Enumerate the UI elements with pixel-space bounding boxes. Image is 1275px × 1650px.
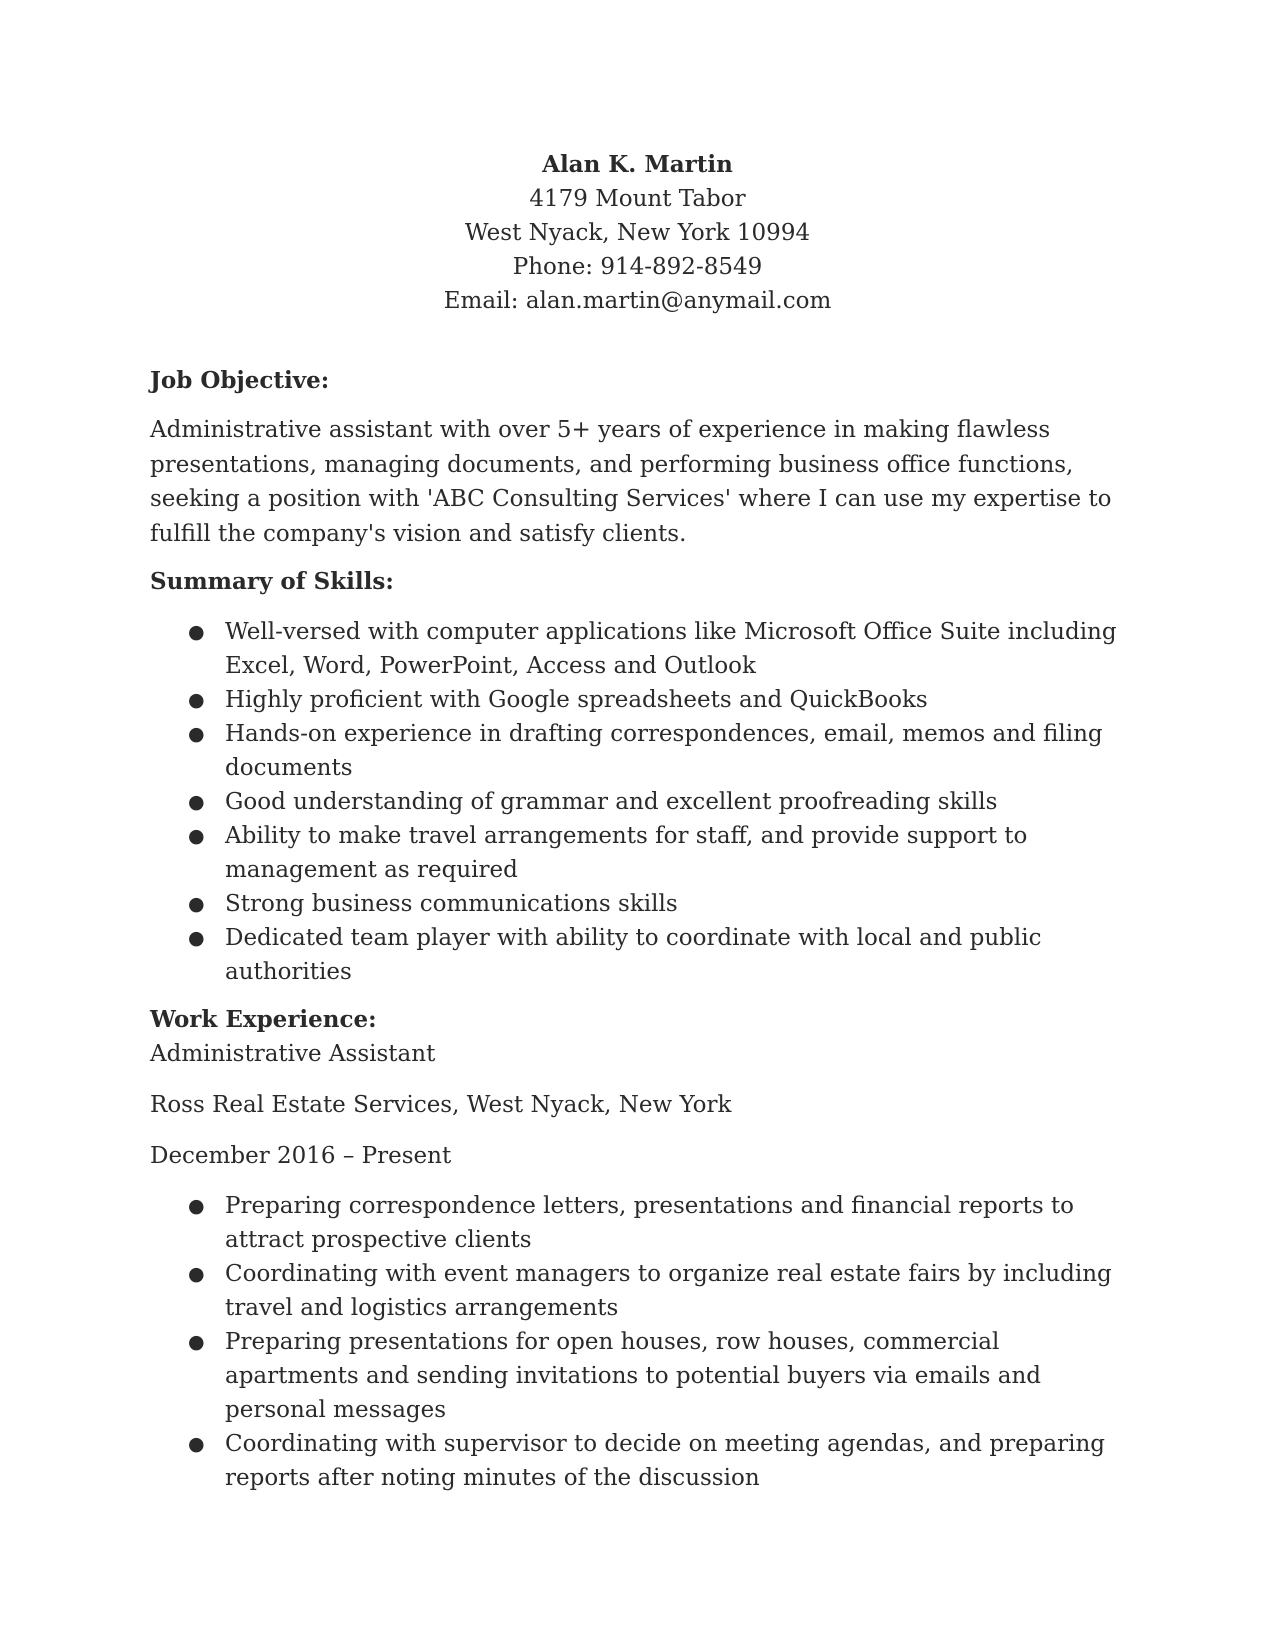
- bullet-icon: ●: [188, 927, 205, 949]
- duty-item: [150, 1189, 1125, 1257]
- bullet-icon: ●: [188, 689, 205, 711]
- job-objective-text: Administrative assistant with over 5+ years of experience in making flawless presentations, managing documents, and performing business office functions, seeking a position with 'ABC Consulting Services' where I can use my expertise to fulfill the company's vision and satisfy clients.: [150, 417, 1112, 547]
- bullet-icon: ●: [188, 723, 205, 745]
- skill-item-text: Ability to make travel arrangements for staff, and provide support to management as required: [225, 823, 1028, 883]
- bullet-icon: ●: [188, 1433, 205, 1455]
- email-line: Email: alan.martin@anymail.com: [443, 288, 832, 314]
- bullet-icon: ●: [188, 1331, 205, 1353]
- skills-list: [150, 615, 1125, 989]
- skill-item: [150, 921, 1125, 989]
- skill-item-text: Hands-on experience in drafting correspondences, email, memos and filing documents: [225, 721, 1103, 781]
- duty-item-text: Preparing correspondence letters, presentations and financial reports to attract prospective clients: [225, 1193, 1075, 1253]
- company-line: Ross Real Estate Services, West Nyack, New York: [150, 1092, 732, 1118]
- skill-item: [150, 717, 1125, 785]
- phone-line: Phone: 914-892-8549: [512, 254, 763, 280]
- skill-item-text: Good understanding of grammar and excellent proofreading skills: [225, 789, 998, 815]
- duty-item-text: Coordinating with event managers to organize real estate fairs by including travel and logistics arrangements: [225, 1261, 1112, 1321]
- duty-item: [150, 1427, 1125, 1495]
- duty-item: [150, 1325, 1125, 1427]
- applicant-name: Alan K. Martin: [542, 151, 733, 178]
- work-experience-heading: Work Experience:: [150, 1006, 377, 1033]
- bullet-icon: ●: [188, 1263, 205, 1285]
- skill-item: [150, 785, 1125, 819]
- work-duties-list: [150, 1189, 1125, 1495]
- job-objective-heading: Job Objective:: [150, 367, 330, 394]
- duty-item: [150, 1257, 1125, 1325]
- address-line-2: West Nyack, New York 10994: [464, 220, 811, 246]
- skill-item: [150, 819, 1125, 887]
- address-line-1: 4179 Mount Tabor: [529, 186, 746, 212]
- skill-item-text: Dedicated team player with ability to coordinate with local and public authorities: [225, 925, 1042, 985]
- skill-item-text: Highly proficient with Google spreadsheets and QuickBooks: [225, 687, 928, 713]
- skill-item: [150, 615, 1125, 683]
- bullet-icon: ●: [188, 825, 205, 847]
- duty-item-text: Coordinating with supervisor to decide on meeting agendas, and preparing reports after noting minutes of the discussion: [225, 1431, 1105, 1491]
- skill-item: [150, 887, 1125, 921]
- duty-item-text: Preparing presentations for open houses, row houses, commercial apartments and sending invitations to potential buyers via emails and personal messages: [225, 1329, 1041, 1423]
- employment-dates: December 2016 – Present: [150, 1143, 452, 1169]
- contact-header: [150, 148, 1125, 318]
- bullet-icon: ●: [188, 1195, 205, 1217]
- skills-heading: Summary of Skills:: [150, 568, 394, 595]
- bullet-icon: ●: [188, 893, 205, 915]
- job-title: Administrative Assistant: [150, 1041, 436, 1067]
- bullet-icon: ●: [188, 621, 205, 643]
- skill-item-text: Well-versed with computer applications like Microsoft Office Suite including Excel, Word, PowerPoint, Access and Outlook: [225, 619, 1117, 679]
- resume-page: [150, 148, 1125, 1495]
- bullet-icon: ●: [188, 791, 205, 813]
- skill-item-text: Strong business communications skills: [225, 891, 678, 917]
- skill-item: [150, 683, 1125, 717]
